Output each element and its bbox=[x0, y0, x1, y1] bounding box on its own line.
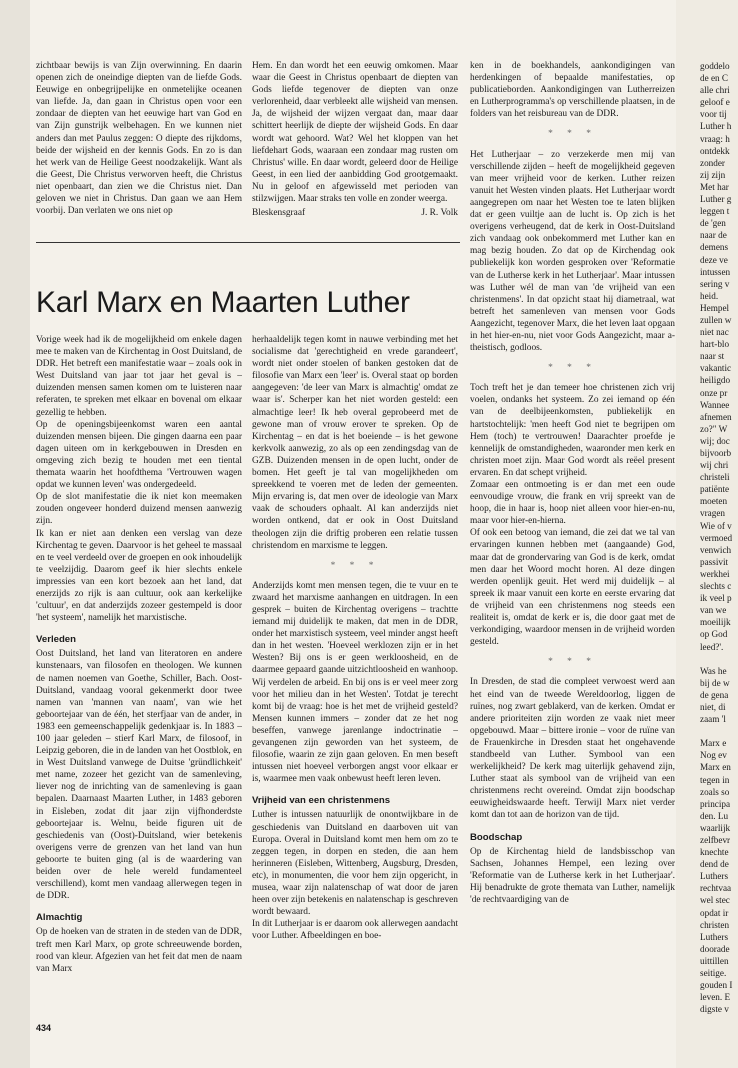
page-gutter bbox=[0, 0, 30, 1068]
fragment-line: ik veel p bbox=[700, 593, 732, 604]
fragment-line: Was he bbox=[700, 665, 727, 676]
fragment-line: Wannee bbox=[700, 399, 730, 410]
fragment-line: Marx en bbox=[700, 762, 731, 773]
fragment-line: op God bbox=[700, 629, 728, 640]
fragment-line: Marx e bbox=[700, 738, 727, 749]
fragment-line: den. Lu bbox=[700, 810, 729, 821]
fragment-line: vraag: h bbox=[700, 133, 730, 144]
next-page-column-fragment bbox=[700, 60, 738, 1015]
fragment-line: de en C bbox=[700, 73, 729, 84]
fragment-line: demens bbox=[700, 242, 729, 253]
paragraph: Vorige week had ik de mogelijkheid om enkele dagen mee te maken van de Kirchentag in Oost Duitsland, de DDR. Het betreft een manifestatie waar – zoals ook in West Duitsland van jaar tot jaar het geval is – duizenden mensen samen komen om te luisteren naar referaten, te spreken met elkaar en bovenal om elkaar gezellig te hebben. bbox=[36, 335, 242, 418]
fragment-line: tegen in bbox=[700, 774, 730, 785]
paragraph: In dit Lutherjaar is er daarom ook allerwegen aandacht voor Luther. Afbeeldingen en boe- bbox=[252, 919, 458, 942]
fragment-line: Luthers bbox=[700, 871, 729, 882]
fragment-line: sering v bbox=[700, 278, 730, 289]
section-separator: * * * bbox=[330, 560, 380, 571]
fragment-line: wij chri bbox=[700, 460, 729, 471]
fragment-line: seitige. bbox=[700, 968, 727, 979]
page-number: 434 bbox=[36, 1023, 52, 1033]
signature-place: Bleskensgraaf bbox=[252, 208, 306, 219]
fragment-line: zullen w bbox=[700, 314, 732, 325]
fragment-line: doorade bbox=[700, 943, 730, 954]
fragment-line: bijvoorb bbox=[700, 448, 732, 458]
section-heading: Almachtig bbox=[36, 912, 83, 924]
signature-name: J. R. Volk bbox=[421, 208, 458, 219]
article-column-2 bbox=[252, 334, 458, 943]
paragraph: Het Lutherjaar – zo verzekerde men mij van verschillende zijden – heeft de mogelijkheid gegeven van meer vrijheid voor de kerken. Luther reizen vanuit het Westen vinden plaats. Het Lutherjaar wordt aangegrepen om naar het Westen toe te laten blijken dat er geen vuiltje aan de lucht is. Op zich is het overigens verheugend, dat de kerk in Oost-Duitsland zich vandaag ook onbekommerd met Luther kan en mag bezig houden. Zo dat op de Kirchendag ook publiekelijk kon worden gesproken over 'Reformatie van de Lutherse kerk in het Lutherjaar'. Maar intussen was Luther wél de man van 'de vrijheid van een christenmens'. In dat opzicht staat hij diametraal, wat betreft het samenleven van mensen voor Gods Aangezicht, tegenover Marx, die het leven laat opgaan in het hier-en-nu, niet voor Gods Aangezicht, maar a-theistisch, godloos. bbox=[470, 149, 675, 354]
fragment-line: vermoed bbox=[700, 532, 733, 543]
paragraph: Zomaar een ontmoeting is er dan met een oude eenvoudige vrouw, die frank en vrij spreekt van de hoop, die in haar is, hoop niet alleen voor hier-en-nu, maar voor hier-en-hierna. bbox=[470, 480, 675, 527]
fragment-line: christeli bbox=[700, 472, 730, 483]
fragment-line bbox=[700, 725, 738, 737]
paragraph: Op de slot manifestatie die ik niet kon meemaken zouden ongeveer honderd duizend mensen aanwezig zijn. bbox=[36, 492, 242, 527]
fragment-line: Luthers bbox=[700, 931, 729, 942]
fragment-line: uittillen bbox=[700, 955, 729, 966]
fragment-line: vragen bbox=[700, 508, 725, 519]
fragment-line bbox=[700, 653, 738, 665]
signature bbox=[252, 207, 458, 219]
fragment-line: dend de bbox=[700, 859, 729, 870]
fragment-line: bij de w bbox=[700, 677, 730, 688]
paragraph: Op de openingsbijeenkomst waren een aantal duizenden mensen bijeen. Die gingen daarna een paar dagen uiteen om in kerkgebouwen in Dresden en omgeving zich bezig te houden met een tiental themata waarin het hoofdthema 'Vertrouwen wagen opdat we kunnen leven' was ondergedeeld. bbox=[36, 419, 242, 491]
section-separator: * * * bbox=[548, 129, 597, 140]
paragraph: In Dresden, de stad die compleet verwoest werd aan het eind van de tweede Wereldoorlog, liggen de ruïnes, nog zwart geblakerd, van de kerken. Omdat er andere prioriteiten zijn worden ze vaak niet meer opgebouwd. Maar – bittere ironie – voor de ruïne van de Frauenkirche in Dresden staat het ongehavende standbeeld van Luther. Symbool van een werkelijkheid? De kerk mag uiterlijk gehavend zijn, Luther staat als symbool van de vrijheid van een christenmens recht overeind. Omdat zijn boodschap eeuwigheidswaarde heeft. Terwijl Marx niet verder komt dan tot aan de horizon van de tijd. bbox=[470, 677, 675, 821]
fragment-line: naar st bbox=[700, 351, 725, 362]
fragment-line: van we bbox=[700, 605, 727, 616]
fragment-line: voor tij bbox=[700, 109, 727, 120]
fragment-line: vakantic bbox=[700, 363, 732, 374]
fragment-line: Hempel bbox=[700, 302, 730, 313]
previous-article-column-1 bbox=[36, 60, 242, 217]
fragment-line: opdat ir bbox=[700, 907, 729, 918]
fragment-line: de gena bbox=[700, 689, 729, 700]
article-title: Karl Marx en Maarten Luther bbox=[36, 286, 410, 319]
fragment-line: moeten bbox=[700, 496, 728, 507]
section-heading: Vrijheid van een christenmens bbox=[252, 795, 391, 807]
fragment-line: hart-blo bbox=[700, 339, 730, 350]
article-divider bbox=[36, 242, 460, 243]
paragraph: Op de hoeken van de straten in de steden van de DDR, treft men Karl Marx, op grote schreeuwende borden, rood van kleur. Afgezien van het feit dat men de naam van Marx bbox=[36, 927, 242, 974]
fragment-line: Wie of v bbox=[700, 520, 732, 531]
fragment-line: goddelo bbox=[700, 61, 730, 71]
fragment-line: geloof e bbox=[700, 97, 730, 108]
fragment-line: zo?" W bbox=[700, 423, 728, 434]
paragraph: Op de Kirchentag hield de landsbisschop van Sachsen, Johannes Hempel, een lezing over 'Reformatie van de Lutherse kerk in het Lutherjaar'. Hij benadrukte de grote themata van Luther, namelijk 'de rechtvaardiging van de bbox=[470, 846, 675, 905]
fragment-line: Nog ev bbox=[700, 750, 727, 761]
fragment-line: Luther g bbox=[700, 194, 732, 205]
paragraph: Of ook een betoog van iemand, die zei dat we tal van ervaringen kunnen hebben met (aangaande) God, maar dat de grondervaring van God is de kerk, omdat men daar het Woord mocht horen. Al deze dingen werden openlijk geuit. Het werd mij duidelijk – al spreek ik maar vanuit een korte en eerste ervaring dat de vrijheid van een christenmens nog steeds een realiteit is, omdat de kerk er is, die door gaat met de verkondiging, waardoor mensen in de vrijheid worden gesteld. bbox=[470, 528, 675, 648]
fragment-line: gouden I bbox=[700, 980, 733, 991]
fragment-line: slechts c bbox=[700, 581, 732, 592]
fragment-line: zoals so bbox=[700, 786, 730, 797]
fragment-line: deze ve bbox=[700, 254, 728, 265]
fragment-line: digste v bbox=[700, 1004, 729, 1015]
fragment-line: moeilijk bbox=[700, 617, 731, 628]
fragment-line: zaam 'l bbox=[700, 714, 726, 725]
paragraph: ken in de boekhandels, aankondigingen van herdenkingen of bepaalde manifestaties, op publicatieborden. Aankondigingen van Lutherreizen en Lutherprogramma's op verschillende plaatsen, in de folders van het reisbureau van de DDR. bbox=[470, 61, 676, 120]
fragment-line: de 'gen bbox=[700, 218, 726, 229]
fragment-line: niet, di bbox=[700, 701, 726, 712]
article-column-1 bbox=[36, 334, 242, 975]
paragraph: Anderzijds komt men mensen tegen, die te vuur en te zwaard het marxisme aanhangen en uitdragen. In een gesprek – buiten de Kirchentag overigens – trachtte iemand mij duidelijk te maken, dat men in de DDR, onder het marxistisch systeem, veel minder angst heeft dan in het westen. 'Hoeveel werklozen zijn er in het Westen? Bij ons is er geen werkloosheid, en de daarmee gepaard gaande uitzichtloosheid en wanhoop. Wij verdelen de arbeid. En bij ons is er veel meer zorg voor het milieu dan in het Westen'. Totdat je terecht komt bij de vraag: hoe is het met de vrijheid gesteld? Mensen kunnen immers – zonder dat ze het nog beseffen, vanwege jarenlange indoctrinatie – gevangenen zijn geworden van het systeem, de filosofie, waarin ze zijn gaan geloven. En men beseft intussen niet hoeveel verborgen angst voor elkaar er is, waarmee men vaak onbewust heeft leren leven. bbox=[252, 580, 458, 785]
fragment-line: afnemen bbox=[700, 411, 732, 422]
paragraph: Ik kan er niet aan denken een verslag van deze Kirchentag te geven. Daarvoor is het geheel te massaal en te veel verdeeld over de groepen en ook inhoudelijk te veelzijdig. Daarom geef ik hier slechts enkele impressies van een kort bezoek aan het land, dat enerzijds zo rijk is aan cultuur, ook aan kerkelijke 'cultuur', en dat anderzijds zozeer gestempeld is door 'het systeem', namelijk het marxistische. bbox=[36, 528, 242, 624]
fragment-line: knechte bbox=[700, 847, 729, 858]
fragment-line: intussen bbox=[700, 266, 731, 277]
fragment-line: alle chri bbox=[700, 85, 730, 96]
fragment-line: Luther h bbox=[700, 121, 732, 132]
fragment-line: wij; doc bbox=[700, 435, 730, 446]
fragment-line: wel stec bbox=[700, 895, 730, 906]
fragment-line: venwich bbox=[700, 544, 732, 555]
fragment-line: naar de bbox=[700, 230, 727, 241]
fragment-line: zelfbevr bbox=[700, 835, 731, 845]
article-column-3 bbox=[470, 60, 675, 906]
fragment-line: heiligdo bbox=[700, 375, 731, 386]
previous-article-column-2 bbox=[252, 60, 458, 219]
fragment-line: christen bbox=[700, 919, 730, 930]
fragment-line: leven. E bbox=[700, 992, 731, 1003]
fragment-line: patiënte bbox=[700, 484, 730, 495]
section-heading: Verleden bbox=[36, 634, 76, 646]
paragraph: Oost Duitsland, het land van literatoren en andere kunstenaars, van filosofen en theologen. We kunnen de namen noemen van Goethe, Schiller, Bach. Oost-Duitsland, vandaag vooral gekenmerkt door twee namen van 'mannen van naam', van wie het geboortejaar van de één, het sterfjaar van de ander, in 1983 een gemeenschappelijk gedenkjaar is. In 1883 – 100 jaar geleden – stierf Karl Marx, de filosoof, in Leipzig geboren, die in de landen van het Oostblok, en in West Duitsland vanwege de Duitse 'gründlichkeit' met name, zozeer het gezicht van de samenleving, liever nog de inrichting van de samenleving is gaan bepalen. Daarnaast Maarten Luther, in 1483 geboren in Eisleben, zodat dit jaar zijn vijfhonderdste geboortejaar is. Welnu, beide figuren uit de geschiedenis van (Oost)-Duitsland, wier betekenis overigens verre de grenzen van het land van hun geboorte te buiten ging (al is de waardering van beiden over de hele wereld fundamenteel verschillend), komt men vandaag allerwegen tegen in de DDR. bbox=[36, 649, 242, 902]
paragraph: zichtbaar bewijs is van Zijn overwinning. En daarin openen zich de oneindige diepten van de liefde Gods. Eeuwige en onbegrijpelijke en onmetelijke oceanen van liefde. Ja, dan gaan in Christus open voor een zondaar de diepten van het eeuwige hart van God en van Zijn gunstrijk welbehagen. En we kunnen niet anders dan met Paulus zeggen: O diepte des rijkdoms, beide der wijsheid en der kennis Gods. En zo is dan het werk van de Heilige Geest noodzakelijk. Want als die Geest, Die Christus verworven heeft, die Christus niet openbaart, dan zien we die Christus niet. Dan geloven we niet in Christus. Dan gaan we aan Hem voorbij. Dan verlaten we ons niet op bbox=[36, 61, 242, 217]
section-heading: Boodschap bbox=[470, 831, 523, 843]
fragment-line: waarlijk bbox=[700, 822, 731, 833]
fragment-line: werkhei bbox=[700, 568, 730, 579]
fragment-line: passivit bbox=[700, 556, 729, 567]
fragment-line: onze pr bbox=[700, 387, 728, 398]
paragraph: Toch treft het je dan temeer hoe christenen zich vrij voelen, ondanks het systeem. Zo zei iemand op één van de deelbijeenkomsten, publiekelijk en hartstochtelijk: 'men heeft God niet te begrijpen om Hem (toch) te vertrouwen! Daarachter proefde je kennelijk de omstandigheden, waaronder men kerk en christen moet zijn. Maar God wordt als reëel present ervaren. En dat schept vrijheid. bbox=[470, 383, 675, 478]
fragment-line: leed?'. bbox=[700, 641, 724, 652]
fragment-line: rechtvaa bbox=[700, 883, 732, 894]
fragment-line: zonder bbox=[700, 157, 725, 168]
paragraph: herhaaldelijk tegen komt in nauwe verbinding met het socialisme dat 'gerechtigheid en vrede garandeert', wordt niet onder stoelen of banken gestoken dat de filosofie van Marx een 'leer' is. Overal staat op borden aangegeven: 'de leer van Marx is almachtig' omdat ze waar is'. Scherper kan het niet worden gesteld: een almachtige leer! Ik heb overal geprobeerd met de gewone man of vrouw erover te spreken. Op de Kirchentag – en dat is het boeiende – is het gewone kerkvolk aanwezig, zo als op een zendingsdag van de GZB. Duizenden mensen in de open lucht, onder de bomen. Het geeft je tal van mogelijkheden om spreekkend te voeren met de leden der gemeenten. Mijn ervaring is, dat men over de ideologie van Marx vaak de schouders ophaalt. Al kan anderzijds niet worden ontkend, dat er ook in Oost Duitsland theologen zijn die driftig proberen een relatie tussen christendom en marxisme te leggen. bbox=[252, 335, 458, 551]
fragment-line: principa bbox=[700, 798, 731, 809]
paragraph: Luther is intussen natuurlijk de onontwijkbare in de geschiedenis van Duitsland en daarboven uit van Europa. Overal in Duitsland komt men hem om zo te zeggen tegen, in dorpen en steden, die aan hem herinneren (Eisleben, Wittenberg, Augsburg, Dresden, etc), in monumenten, die voor hem zijn opgericht, in musea, waar zijn nalatenschap of wat door de jaren heen over zijn betekenis en nalatenschap is geschreven wordt bewaard. bbox=[252, 810, 458, 918]
fragment-line: Met har bbox=[700, 181, 729, 192]
fragment-line: zij zijn bbox=[700, 169, 726, 180]
fragment-line: heid. bbox=[700, 290, 719, 301]
section-separator: * * * bbox=[548, 657, 597, 668]
paragraph: Hem. En dan wordt het een eeuwig omkomen. Maar waar die Geest in Christus openbaart de diepten van Gods liefde tegenover de diepten van onze verlorenheid, daar verbleekt alle wijsheid van mensen. Ja, de wijsheid der wijzen vergaat dan, maar daar schittert heerlijk de diepte der wijsheid Gods. En daar wordt wat gehoord. Wat? Wel het kloppen van het liefdehart Gods, waaraan een zondaar mag rusten om Christus' wille. En daar wordt, geleerd door de Heilige Geest, in een lied der aanbidding God grootgemaakt. Nu in geloof en afgewisseld met perioden van stilzwijgen. Maar straks ten volle en zonder weerga. bbox=[252, 61, 458, 205]
fragment-line: ontdekk bbox=[700, 145, 730, 156]
section-separator: * * * bbox=[548, 363, 597, 374]
fragment-line: leggen t bbox=[700, 206, 730, 217]
fragment-line: niet nac bbox=[700, 327, 729, 338]
